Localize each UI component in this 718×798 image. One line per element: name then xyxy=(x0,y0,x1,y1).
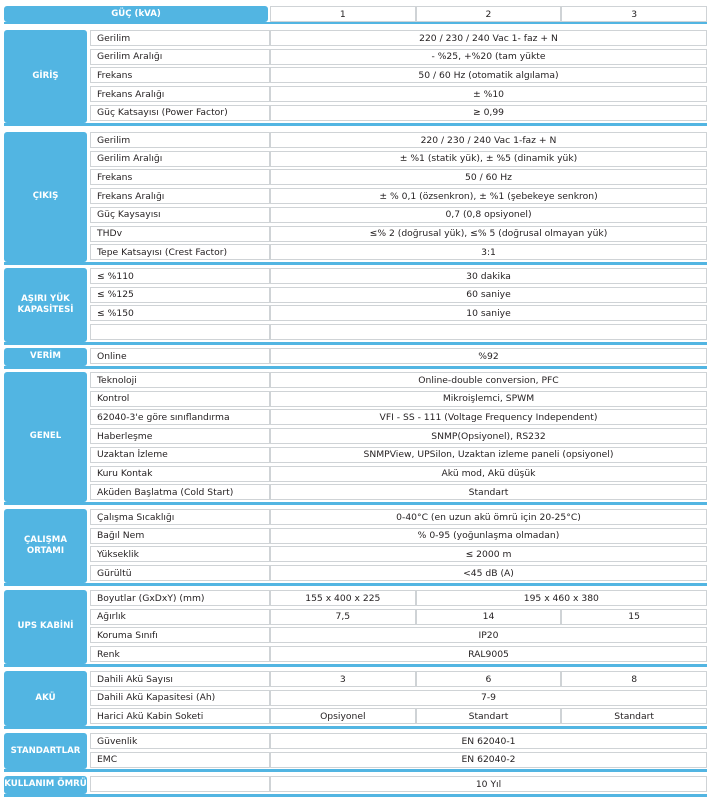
row-label: Kontrol xyxy=(90,391,270,407)
row-label: Bağıl Nem xyxy=(90,528,270,544)
row-label: Güvenlik xyxy=(90,733,270,749)
row-value: 14 xyxy=(416,609,562,625)
row-label: Frekans xyxy=(90,67,270,83)
section-divider xyxy=(4,794,707,797)
row-label: Ağırlık xyxy=(90,609,270,625)
row-label: Frekans xyxy=(90,169,270,185)
row-value: 0-40°C (en uzun akü ömrü için 20-25°C) xyxy=(270,509,707,525)
row-value: 30 dakika xyxy=(270,268,707,284)
row-value: SNMP(Opsiyonel), RS232 xyxy=(270,428,707,444)
section-label-line: UPS KABİNİ xyxy=(17,621,74,632)
section-label-calisma xyxy=(4,509,87,583)
section-label-line: GENEL xyxy=(29,431,62,442)
section-label-line: AŞIRI YÜK xyxy=(21,293,70,304)
section-divider xyxy=(4,342,707,345)
section-label-line: AKÜ xyxy=(35,693,56,704)
row-value: ± % 0,1 (özsenkron), ± %1 (şebekeye senkron) xyxy=(270,188,707,204)
section-divider xyxy=(4,664,707,667)
section-divider xyxy=(4,262,707,265)
row-value: %92 xyxy=(270,348,707,364)
row-value: ≤% 2 (doğrusal yük), ≤% 5 (doğrusal olmayan yük) xyxy=(270,226,707,242)
row-value: 6 xyxy=(416,671,562,687)
row-label: Dahili Akü Kapasitesi (Ah) xyxy=(90,690,270,706)
section-label-asiri xyxy=(4,268,87,342)
row-value: 220 / 230 / 240 Vac 1- faz + N xyxy=(270,30,707,46)
row-value: 60 saniye xyxy=(270,287,707,303)
row-label: Harici Akü Kabin Soketi xyxy=(90,708,270,724)
section-label-genel xyxy=(4,372,87,502)
row-value: 8 xyxy=(561,671,707,687)
row-value: 0,7 (0,8 opsiyonel) xyxy=(270,207,707,223)
row-label: Online xyxy=(90,348,270,364)
row-value: ≥ 0,99 xyxy=(270,105,707,121)
section-divider xyxy=(4,366,707,369)
row-value: 50 / 60 Hz xyxy=(270,169,707,185)
row-value: 7,5 xyxy=(270,609,416,625)
row-label xyxy=(90,324,270,340)
row-label: Gerilim xyxy=(90,132,270,148)
row-label: ≤ %150 xyxy=(90,305,270,321)
row-label: Teknoloji xyxy=(90,372,270,388)
row-value: 195 x 460 x 380 xyxy=(416,590,707,606)
row-value xyxy=(270,324,707,340)
section-label-verim xyxy=(4,348,87,366)
section-label-kabin xyxy=(4,590,87,664)
row-value: ≤ 2000 m xyxy=(270,546,707,562)
header-divider xyxy=(4,22,707,24)
row-value: EN 62040-1 xyxy=(270,733,707,749)
row-value: Akü mod, Akü düşük xyxy=(270,466,707,482)
row-value: Online-double conversion, PFC xyxy=(270,372,707,388)
row-label: Gerilim Aralığı xyxy=(90,151,270,167)
section-label-line: STANDARTLAR xyxy=(10,745,81,756)
row-label: Frekans Aralığı xyxy=(90,86,270,102)
row-label: Çalışma Sıcaklığı xyxy=(90,509,270,525)
row-value: Standart xyxy=(270,484,707,500)
header-col-2: 2 xyxy=(416,6,562,22)
row-value: ± %10 xyxy=(270,86,707,102)
header-power-label: GÜÇ (kVA) xyxy=(4,6,268,22)
row-value: SNMPView, UPSilon, Uzaktan izleme paneli (opsiyonel) xyxy=(270,447,707,463)
section-label-line: ORTAMI xyxy=(26,545,65,556)
row-label: Güç Katsayısı (Power Factor) xyxy=(90,105,270,121)
section-label-line: GİRİŞ xyxy=(32,70,59,81)
row-value: 15 xyxy=(561,609,707,625)
row-label: Yükseklik xyxy=(90,546,270,562)
row-label: Haberleşme xyxy=(90,428,270,444)
row-label: Kuru Kontak xyxy=(90,466,270,482)
section-label-line: KAPASİTESİ xyxy=(17,304,74,315)
section-label-standart xyxy=(4,733,87,769)
row-label xyxy=(90,776,270,792)
row-label: Tepe Katsayısı (Crest Factor) xyxy=(90,244,270,260)
row-label: Aküden Başlatma (Cold Start) xyxy=(90,484,270,500)
section-label-omur xyxy=(4,776,87,794)
row-value: Standart xyxy=(416,708,562,724)
row-label: ≤ %125 xyxy=(90,287,270,303)
row-value: 7-9 xyxy=(270,690,707,706)
row-label: Gürültü xyxy=(90,565,270,581)
row-value: 3:1 xyxy=(270,244,707,260)
row-label: ≤ %110 xyxy=(90,268,270,284)
row-label: Koruma Sınıfı xyxy=(90,627,270,643)
row-label: Frekans Aralığı xyxy=(90,188,270,204)
row-label: EMC xyxy=(90,752,270,768)
header-col-3: 3 xyxy=(561,6,707,22)
row-label: Renk xyxy=(90,646,270,662)
section-divider xyxy=(4,123,707,126)
row-label: Gerilim xyxy=(90,30,270,46)
row-label: Uzaktan İzleme xyxy=(90,447,270,463)
section-label-giris xyxy=(4,30,87,123)
section-label-line: ÇALIŞMA xyxy=(23,534,68,545)
row-value: 220 / 230 / 240 Vac 1-faz + N xyxy=(270,132,707,148)
section-divider xyxy=(4,726,707,729)
row-value: Mikroişlemci, SPWM xyxy=(270,391,707,407)
section-label-cikis xyxy=(4,132,87,262)
row-label: THDv xyxy=(90,226,270,242)
row-value: <45 dB (A) xyxy=(270,565,707,581)
row-value: RAL9005 xyxy=(270,646,707,662)
section-label-aku xyxy=(4,671,87,726)
row-value: % 0-95 (yoğunlaşma olmadan) xyxy=(270,528,707,544)
row-value: EN 62040-2 xyxy=(270,752,707,768)
row-value: - %25, +%20 (tam yükte xyxy=(270,49,707,65)
row-label: 62040-3'e göre sınıflandırma xyxy=(90,409,270,425)
row-value: IP20 xyxy=(270,627,707,643)
row-value: Standart xyxy=(561,708,707,724)
row-value: 3 xyxy=(270,671,416,687)
row-value: 10 saniye xyxy=(270,305,707,321)
row-value: VFI - SS - 111 (Voltage Frequency Independent) xyxy=(270,409,707,425)
section-divider xyxy=(4,583,707,586)
row-value: ± %1 (statik yük), ± %5 (dinamik yük) xyxy=(270,151,707,167)
section-divider xyxy=(4,769,707,772)
row-value: Opsiyonel xyxy=(270,708,416,724)
section-divider xyxy=(4,502,707,505)
section-label-line: ÇIKIŞ xyxy=(32,191,59,202)
row-value: 10 Yıl xyxy=(270,776,707,792)
row-label: Gerilim Aralığı xyxy=(90,49,270,65)
section-label-line: VERİM xyxy=(30,351,61,362)
row-value: 155 x 400 x 225 xyxy=(270,590,416,606)
row-label: Dahili Akü Sayısı xyxy=(90,671,270,687)
header-col-1: 1 xyxy=(270,6,416,22)
row-value: 50 / 60 Hz (otomatik algılama) xyxy=(270,67,707,83)
row-label: Boyutlar (GxDxY) (mm) xyxy=(90,590,270,606)
row-label: Güç Kaysayısı xyxy=(90,207,270,223)
section-label-line: KULLANIM ÖMRÜ xyxy=(4,779,87,790)
